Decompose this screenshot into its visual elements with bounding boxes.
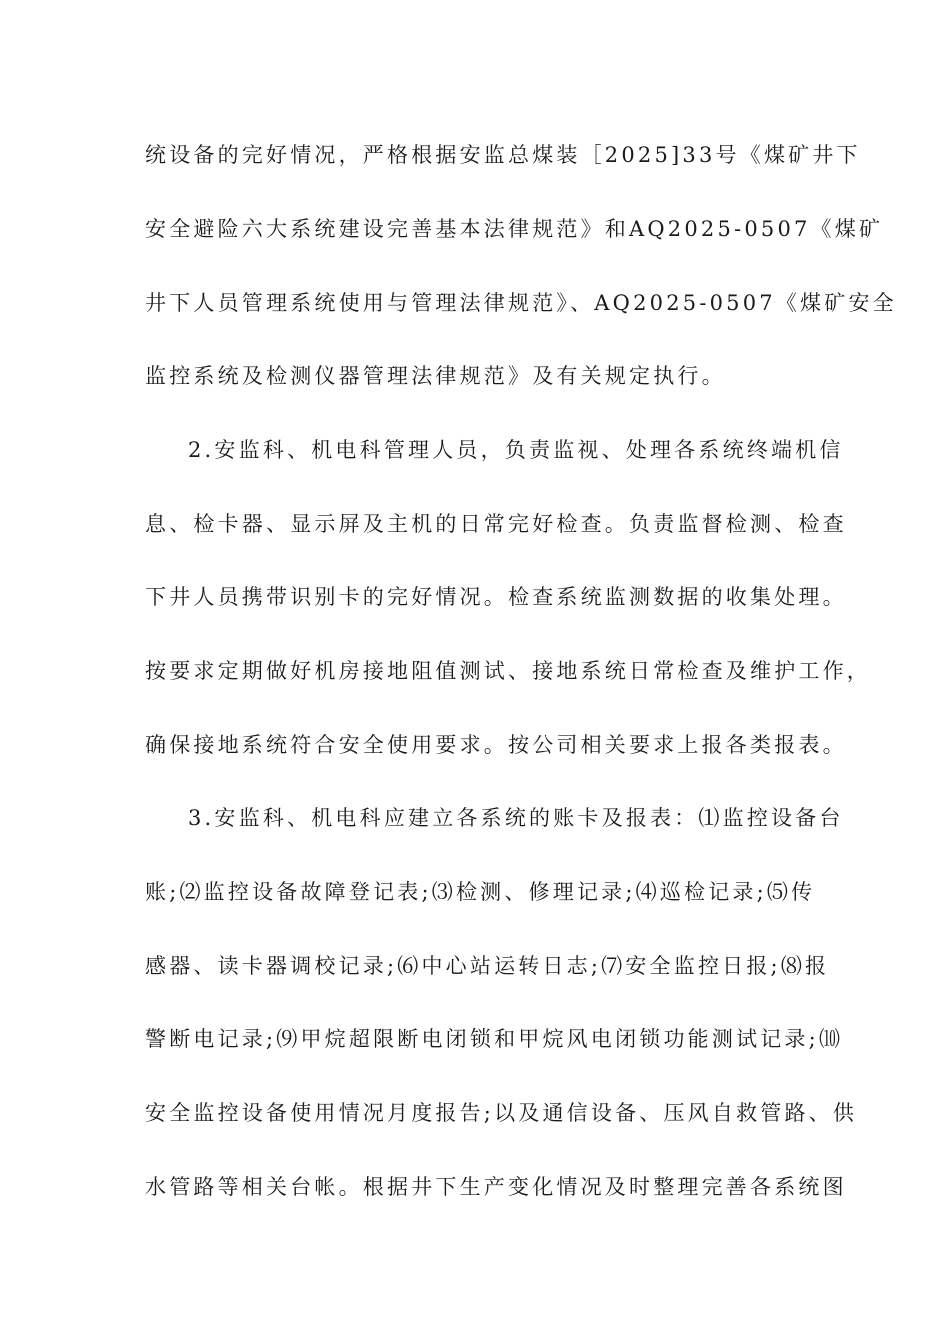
text-line: 按要求定期做好机房接地阻值测试、接地系统日常检查及维护工作，	[145, 659, 871, 683]
text-line: 息、检卡器、显示屏及主机的日常完好检查。负责监督检测、检查	[145, 512, 847, 536]
text-line: 确保接地系统符合安全使用要求。按公司相关要求上报各类报表。	[145, 733, 847, 757]
text-line: 下井人员携带识别卡的完好情况。检查系统监测数据的收集处理。	[145, 585, 847, 609]
text-line: 警断电记录;⑼甲烷超限断电闭锁和甲烷风电闭锁功能测试记录;⑽	[145, 1027, 844, 1051]
text-line: 井下人员管理系统使用与管理法律规范》、AQ2025-0507《煤矿安全	[145, 291, 897, 315]
text-line: 统设备的完好情况，严格根据安监总煤装［2025]33号《煤矿井下	[145, 143, 861, 167]
paragraph-2-start: 2.安监科、机电科管理人员，负责监视、处理各系统终端机信	[188, 438, 844, 462]
text-line: 监控系统及检测仪器管理法律规范》及有关规定执行。	[145, 364, 726, 388]
paragraph-3-start: 3.安监科、机电科应建立各系统的账卡及报表：⑴监控设备台	[188, 806, 844, 830]
text-line: 账;⑵监控设备故障登记表;⑶检测、修理记录;⑷巡检记录;⑸传	[145, 880, 816, 904]
text-line: 安全监控设备使用情况月度报告;以及通信设备、压风自救管路、供	[145, 1101, 858, 1125]
text-line: 感器、读卡器调校记录;⑹中心站运转日志;⑺安全监控日报;⑻报	[145, 954, 830, 978]
text-line: 安全避险六大系统建设完善基本法律规范》和AQ2025-0507《煤矿	[145, 217, 884, 241]
text-line: 水管路等相关台帐。根据井下生产变化情况及时整理完善各系统图	[145, 1175, 847, 1199]
